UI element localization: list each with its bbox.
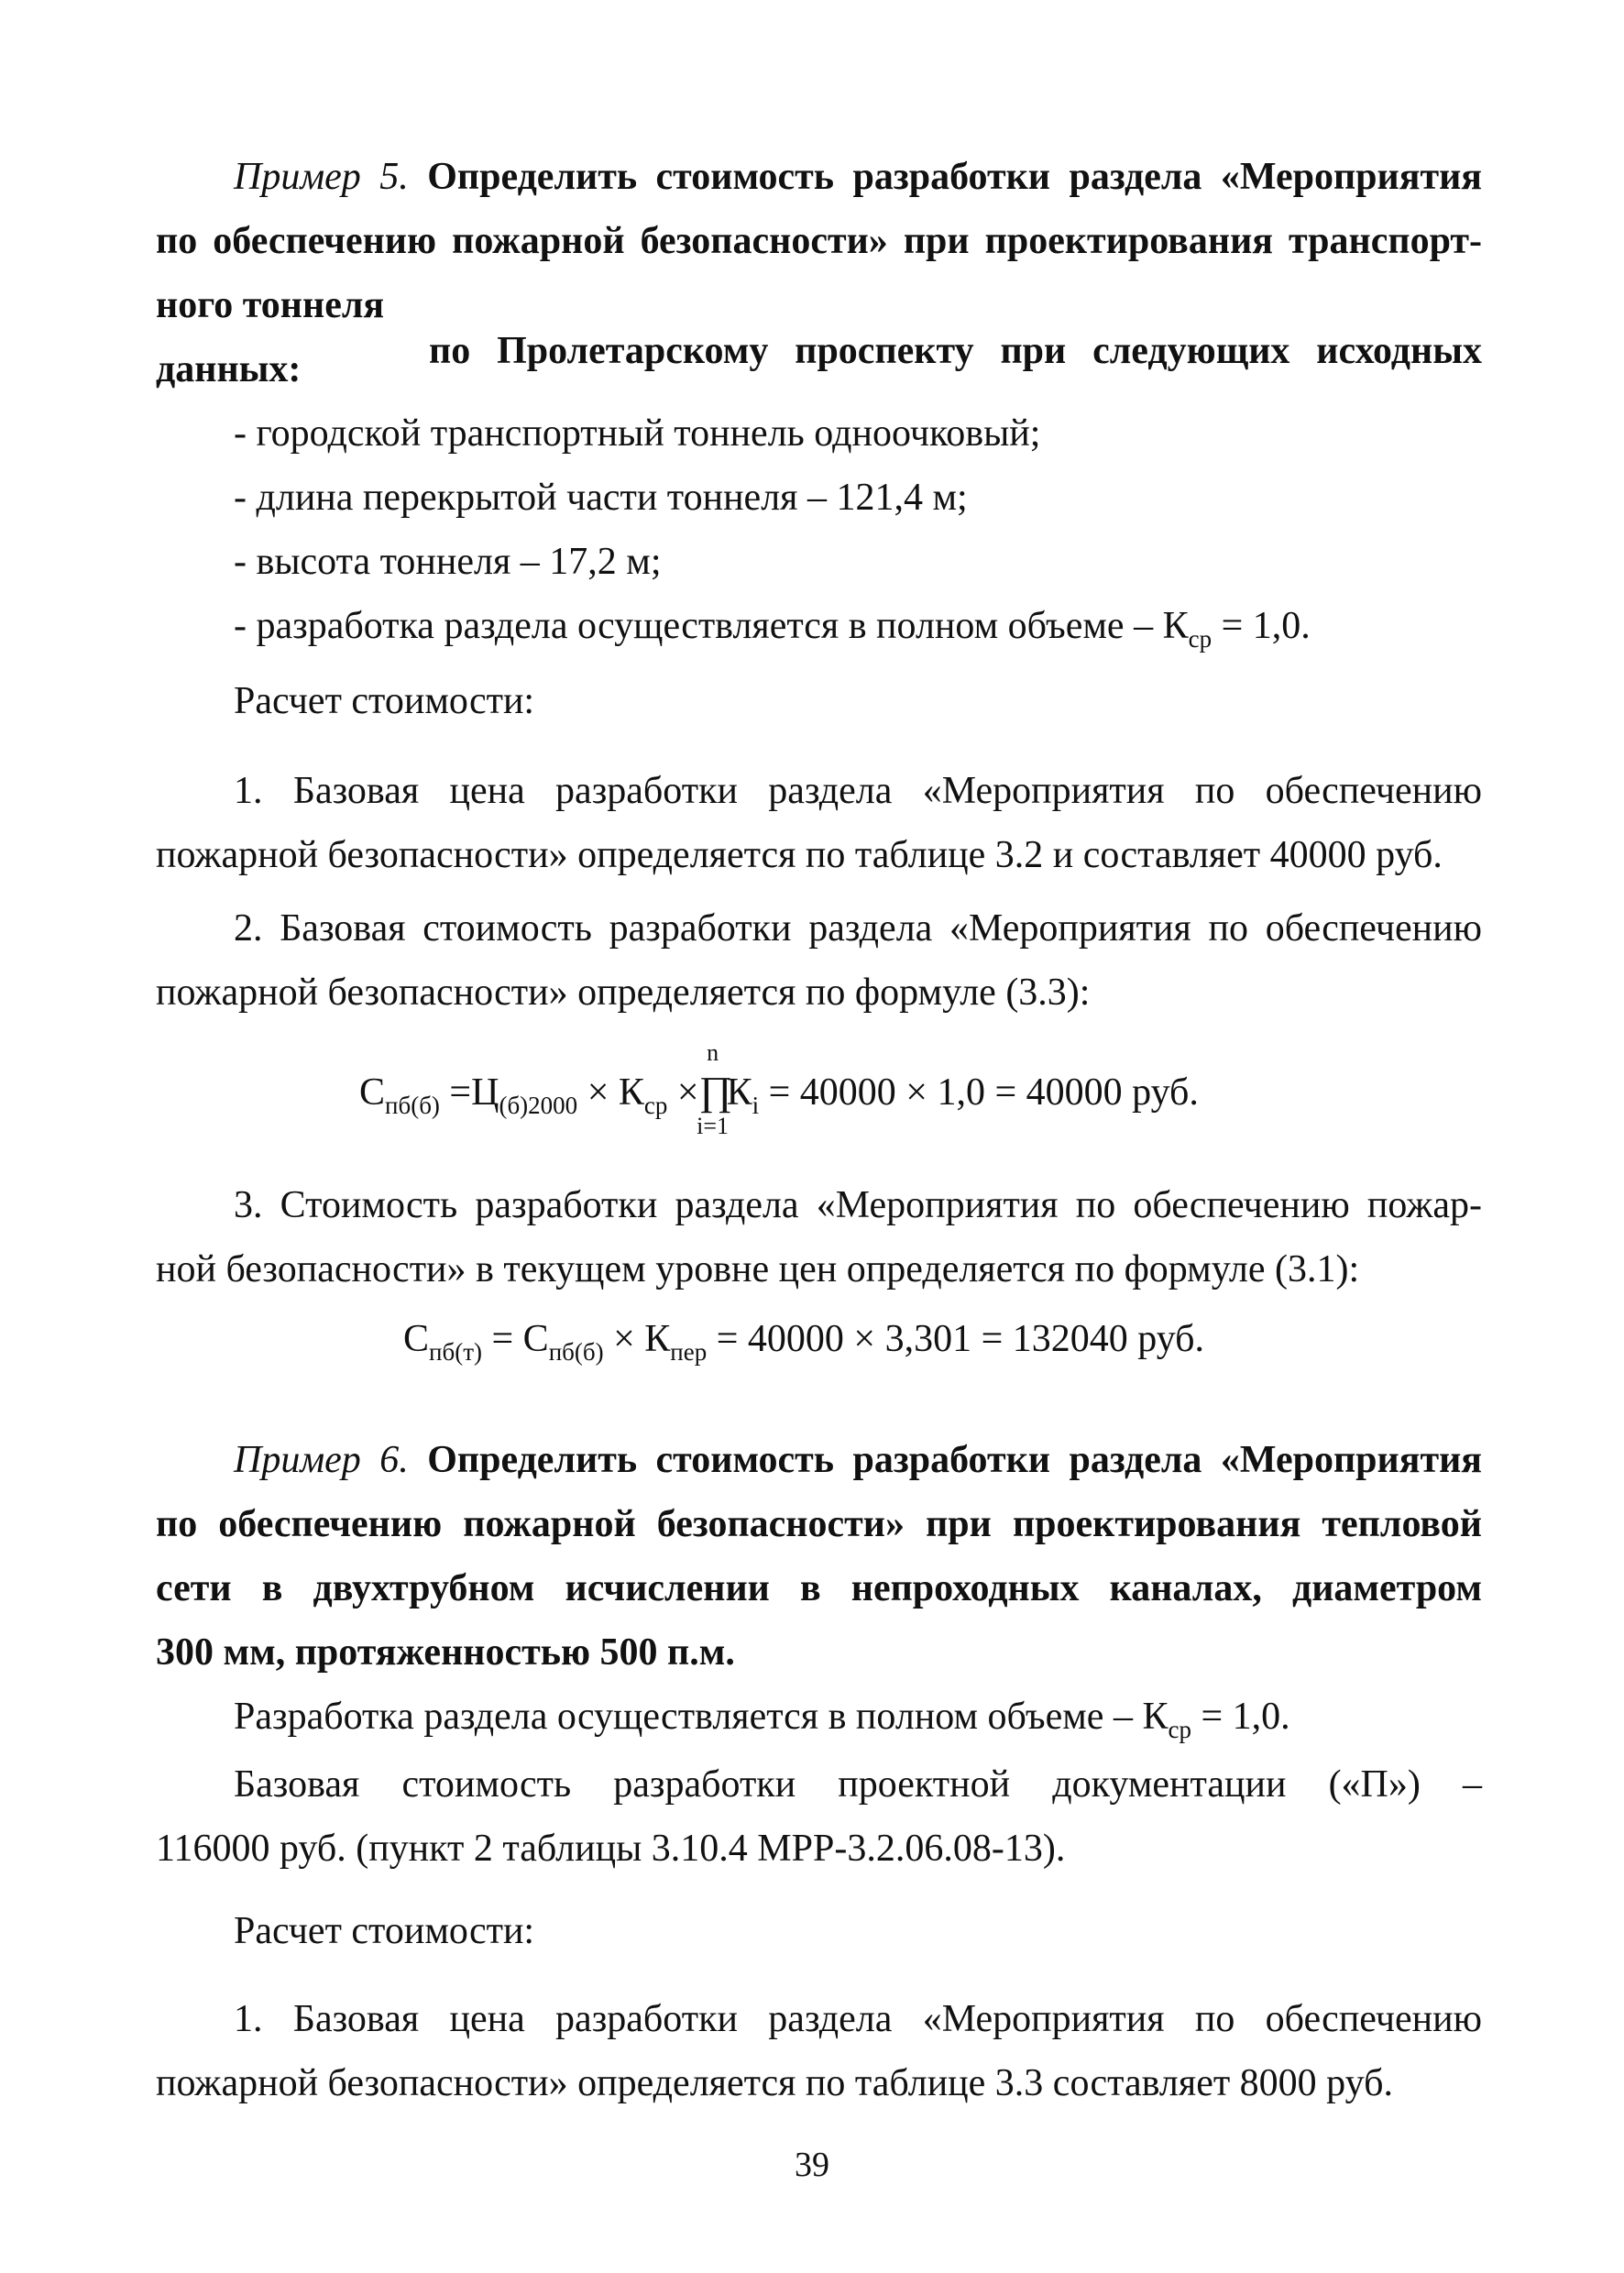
formula1-ki-sub: i [752, 1092, 760, 1119]
formula2-k-sub: пер [670, 1338, 708, 1366]
example6-step1-line1: 1. Базовая цена разработки раздела «Мероприятия по обеспечению [234, 1998, 1482, 2040]
formula1-k: × К [577, 1071, 644, 1114]
bullet-item-4-value: = 1,0. [1212, 605, 1311, 647]
formula2-rhs: = 40000 × 3,301 = 132040 руб. [707, 1318, 1205, 1360]
example6-heading-line2: по обеспечению пожарной безопасности» при проектирования тепловой [156, 1503, 1482, 1545]
formula2-lhs: С [403, 1318, 430, 1360]
formula1-times: × [667, 1071, 699, 1114]
example6-heading-text: Определить стоимость разработки раздела «Мероприятия [427, 1439, 1483, 1481]
example6-scope [234, 1694, 1290, 1752]
bullet-item-4-sub: ср [1188, 625, 1213, 653]
example5-heading-line3a: ного тоннеля [156, 284, 385, 326]
formula2-k: × К [603, 1318, 671, 1360]
formula1-lhs-sub: пб(б) [385, 1092, 440, 1119]
page-number: 39 [795, 2146, 829, 2184]
example6-scope-sub: ср [1168, 1716, 1191, 1743]
bullet-item-3: - высота тоннеля – 17,2 м; [234, 541, 662, 583]
bullet-item-4-text: - разработка раздела осуществляется в полном объеме – К [234, 605, 1189, 647]
example5-step3-line2: ной безопасности» в текущем уровне цен определяется по формуле (3.1): [156, 1248, 1360, 1290]
bullet-item-2: - длина перекрытой части тоннеля – 121,4 м; [234, 477, 968, 519]
example5-step3-line1: 3. Стоимость разработки раздела «Мероприятия по обеспечению пожар- [234, 1184, 1482, 1226]
example5-heading-line4: данных: [156, 348, 302, 390]
example5-step1-line2: пожарной безопасности» определяется по таблице 3.2 и составляет 40000 руб. [156, 834, 1443, 876]
formula2-c-sub: пб(б) [548, 1338, 604, 1366]
formula2-lhs-sub: пб(т) [429, 1338, 482, 1366]
example5-step2-line1: 2. Базовая стоимость разработки раздела «Мероприятия по обеспечению [234, 907, 1482, 950]
example6-lead: Пример 6. [234, 1439, 409, 1481]
product-upper-limit: n [707, 1039, 719, 1066]
example5-calc-title: Расчет стоимости: [234, 680, 535, 722]
formula1-c-sub: (б)2000 [499, 1092, 578, 1119]
example6-heading-line1 [234, 1437, 1482, 1483]
example6-step1-line2: пожарной безопасности» определяется по таблице 3.3 составляет 8000 руб. [156, 2062, 1393, 2104]
example5-heading-text: Определить стоимость разработки раздела «Мероприятия [427, 156, 1483, 198]
example5-lead: Пример 5. [234, 156, 409, 198]
example5-step2-line2: пожарной безопасности» определяется по формуле (3.3): [156, 972, 1091, 1014]
example6-scope-text: Разработка раздела осуществляется в полном объеме – К [234, 1696, 1169, 1738]
example5-heading-line2: по обеспечению пожарной безопасности» при проектирования транспорт- [156, 220, 1482, 262]
example6-heading-line4: 300 мм, протяженностью 500 п.м. [156, 1631, 735, 1674]
product-operator [697, 1039, 732, 1139]
example5-heading-line1 [234, 154, 1482, 200]
formula1-eq: =Ц [439, 1071, 499, 1114]
example5-heading-line3b: по Пролетарскому проспекту при следующих исходных [429, 330, 1482, 372]
bullet-item-1: - городской транспортный тоннель одноочковый; [234, 412, 1041, 455]
formula1-rhs: = 40000 × 1,0 = 40000 руб. [759, 1071, 1199, 1114]
example6-heading-line3: сети в двухтрубном исчислении в непроходных каналах, диаметром [156, 1567, 1482, 1609]
example6-base-line1: Базовая стоимость разработки проектной документации («П») – [234, 1763, 1482, 1806]
product-lower-limit: i=1 [697, 1113, 730, 1139]
example6-base-line2: 116000 руб. (пункт 2 таблицы 3.10.4 МРР-3.2.06.08-13). [156, 1828, 1066, 1870]
product-sign: ∏ [698, 1069, 732, 1114]
example6-scope-value: = 1,0. [1191, 1696, 1290, 1738]
formula-3-1 [403, 1316, 1204, 1375]
example5-step1-line1: 1. Базовая цена разработки раздела «Мероприятия по обеспечению [234, 770, 1482, 812]
formula2-eq: = С [481, 1318, 549, 1360]
formula1-k-sub: ср [643, 1092, 668, 1119]
formula1-ki: К [726, 1071, 752, 1114]
example6-calc-title: Расчет стоимости: [234, 1910, 535, 1952]
formula1-lhs: С [359, 1071, 386, 1114]
bullet-item-4 [234, 603, 1311, 662]
formula-3-3 [359, 1039, 1199, 1139]
